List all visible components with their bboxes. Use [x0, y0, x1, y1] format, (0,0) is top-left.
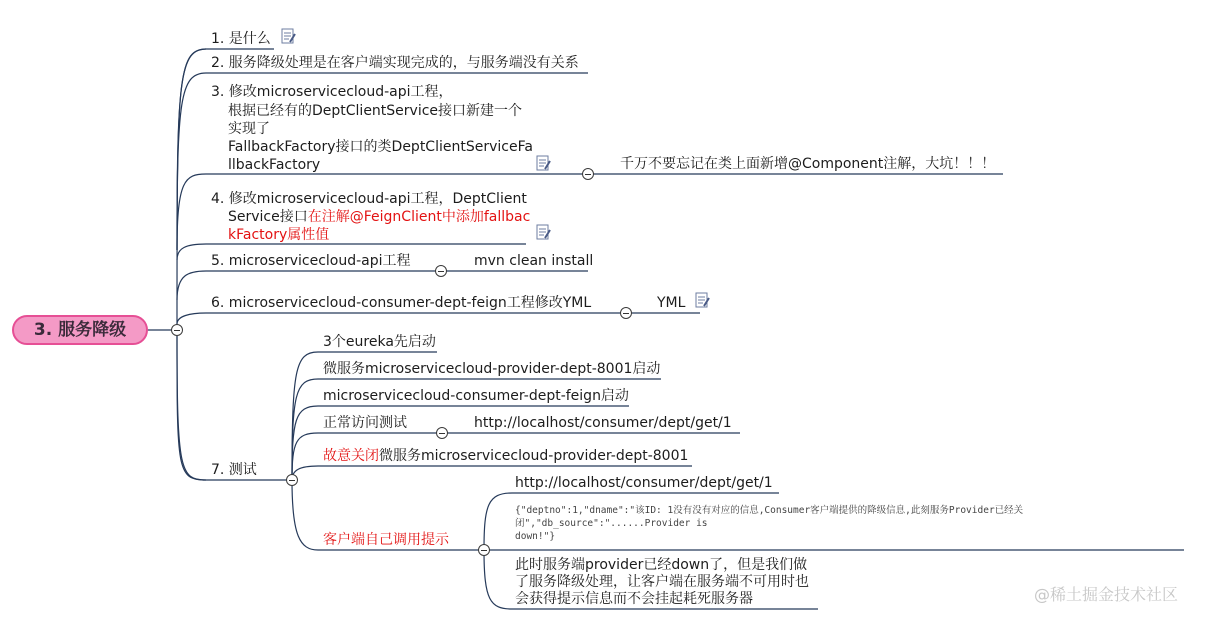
- collapse-icon[interactable]: [171, 324, 183, 336]
- collapse-icon[interactable]: [478, 544, 490, 556]
- collapse-icon[interactable]: [286, 474, 298, 486]
- branch-2-label[interactable]: 2. 服务降级处理是在客户端实现完成的，与服务端没有关系: [211, 55, 579, 71]
- note-icon[interactable]: [536, 224, 551, 241]
- branch-3-line2: 根据已经有的DeptClientService接口新建一个: [228, 103, 523, 119]
- note-icon[interactable]: [536, 155, 551, 172]
- note-icon[interactable]: [281, 28, 296, 45]
- collapse-icon[interactable]: [620, 307, 632, 319]
- branch-4-line2: Service接口在注解@FeignClient中添加fallbac: [228, 209, 531, 225]
- branch-6-child[interactable]: YML: [657, 295, 686, 311]
- watermark: @稀土掘金技术社区: [1034, 585, 1179, 604]
- branch-7-child-1[interactable]: 3个eureka先启动: [323, 334, 436, 350]
- json-line-2: down!"}: [515, 531, 556, 542]
- note-line-2: 了服务降级处理，让客户端在服务端不可用时也: [515, 574, 809, 590]
- branch-6-label[interactable]: 6. microservicecloud-consumer-dept-feign工程修改YML: [211, 295, 592, 311]
- json-line-1: {"deptno":1,"dname":"该ID: 1没有没有对应的信息,Consumer客户端提供的降级信息,此刻服务Provider已经关闭","db_source":"......Provider is: [515, 505, 1024, 529]
- note-line-1[interactable]: 此时服务端provider已经down了，但是我们做: [515, 557, 808, 573]
- branch-7-child-6-url[interactable]: http://localhost/consumer/dept/get/1: [515, 475, 773, 491]
- json-response-image: [515, 504, 1180, 543]
- collapse-icon[interactable]: [582, 168, 594, 180]
- branch-7-child-5[interactable]: 故意关闭微服务microservicecloud-provider-dept-8001: [323, 448, 689, 464]
- branch-7-label[interactable]: 7. 测试: [211, 462, 257, 478]
- branch-4-line3: kFactory属性值: [228, 227, 330, 243]
- note-line-3: 会获得提示信息而不会挂起耗死服务器: [515, 591, 753, 607]
- branch-7-child-4-url[interactable]: http://localhost/consumer/dept/get/1: [474, 415, 732, 431]
- branch-3-line3: 实现了: [228, 121, 270, 137]
- branch-7-child-6[interactable]: 客户端自己调用提示: [323, 532, 449, 548]
- branch-3-line1[interactable]: 3. 修改microservicecloud-api工程，: [211, 84, 453, 100]
- root-topic[interactable]: 3. 服务降级: [12, 315, 148, 345]
- collapse-icon[interactable]: [435, 265, 447, 277]
- branch-7-child-3[interactable]: microservicecloud-consumer-dept-feign启动: [323, 388, 629, 404]
- branch-3-child[interactable]: 千万不要忘记在类上面新增@Component注解，大坑！！！: [620, 156, 996, 172]
- branch-1-label[interactable]: 1. 是什么: [211, 31, 271, 47]
- branch-7-child-4[interactable]: 正常访问测试: [323, 415, 407, 431]
- note-icon[interactable]: [695, 292, 710, 309]
- branch-3-line4: FallbackFactory接口的类DeptClientServiceFa: [228, 139, 533, 155]
- collapse-icon[interactable]: [436, 427, 448, 439]
- branch-5-child[interactable]: mvn clean install: [474, 253, 594, 269]
- branch-4-line1[interactable]: 4. 修改microservicecloud-api工程，DeptClient: [211, 191, 527, 207]
- branch-3-line5: llbackFactory: [228, 157, 321, 173]
- branch-5-label[interactable]: 5. microservicecloud-api工程: [211, 253, 411, 269]
- branch-7-child-2[interactable]: 微服务microservicecloud-provider-dept-8001启动: [323, 361, 661, 377]
